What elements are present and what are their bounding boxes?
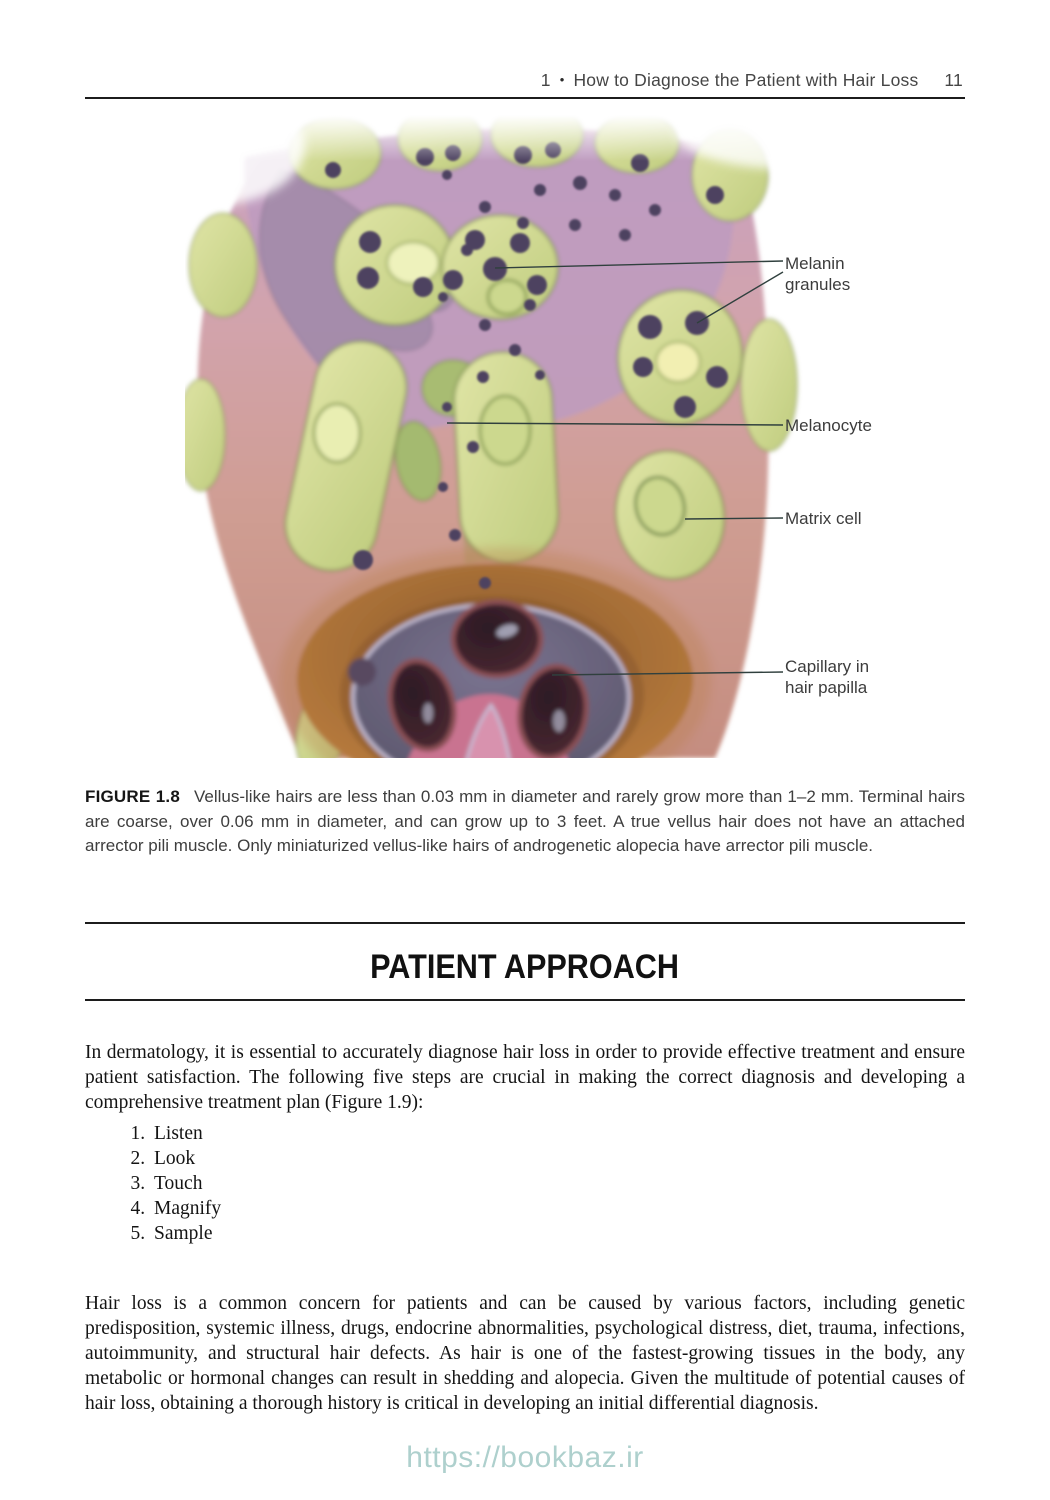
section-heading-text: PATIENT APPROACH	[370, 948, 680, 986]
diagnosis-steps-list	[108, 1121, 221, 1246]
chapter-number: 1	[540, 70, 551, 90]
section-rule-top	[85, 922, 965, 924]
intro-paragraph: In dermatology, it is essential to accurately diagnose hair loss in order to provide effective treatment and ensure patient satisfaction. The following five steps are crucial in making the correct diagnosis and developing a comprehensive treatment plan (Figure 1.9):	[85, 1041, 965, 1113]
figure-1-8	[185, 115, 965, 775]
figure-caption-text: Vellus-like hairs are less than 0.03 mm in diameter and rarely grow more than 1–2 mm. Terminal hairs are coarse, over 0.06 mm in diameter, and can grow up to 3 feet. A true vellus hair does not have an attached arrector pili muscle. Only miniaturized vellus-like hairs of androgenetic alopecia have arrector pili muscle.	[85, 787, 965, 856]
watermark-link[interactable]: https://bookbaz.ir	[406, 1441, 644, 1474]
label-capillary-hair-papilla: Capillary in hair papilla	[785, 657, 870, 697]
list-item-magnify: 4. Magnify	[150, 1196, 221, 1221]
list-item-sample: 5. Sample	[150, 1221, 221, 1246]
label-melanin-granules: Melanin granules	[785, 254, 851, 294]
list-item-look: 2. Look	[150, 1146, 221, 1171]
chapter-title: How to Diagnose the Patient with Hair Loss	[573, 70, 919, 90]
section-rule-bottom	[85, 999, 965, 1001]
figure-caption-number: FIGURE 1.8	[85, 787, 180, 806]
bullet-separator: •	[559, 72, 565, 87]
label-melanocyte: Melanocyte	[785, 416, 872, 435]
section-heading	[85, 938, 965, 996]
body-paragraph: Hair loss is a common concern for patients and can be caused by various factors, including genetic predisposition, systemic illness, drugs, endocrine abnormalities, psychological distress, diet, trauma, infections, autoimmunity, and structural hair defects. As hair is one of the fastest-growing tissues in the body, any metabolic or hormonal changes can result in shedding and alopecia. Given the multitude of potential causes of hair loss, obtaining a thorough history is critical in developing an initial differential diagnosis.	[85, 1292, 965, 1414]
header-rule	[85, 97, 965, 99]
list-item-listen: 1. Listen	[150, 1121, 221, 1146]
page-number: 11	[944, 70, 963, 90]
figure-caption	[85, 785, 965, 859]
running-head	[541, 70, 963, 91]
list-item-touch: 3. Touch	[150, 1171, 221, 1196]
label-matrix-cell: Matrix cell	[785, 509, 862, 528]
